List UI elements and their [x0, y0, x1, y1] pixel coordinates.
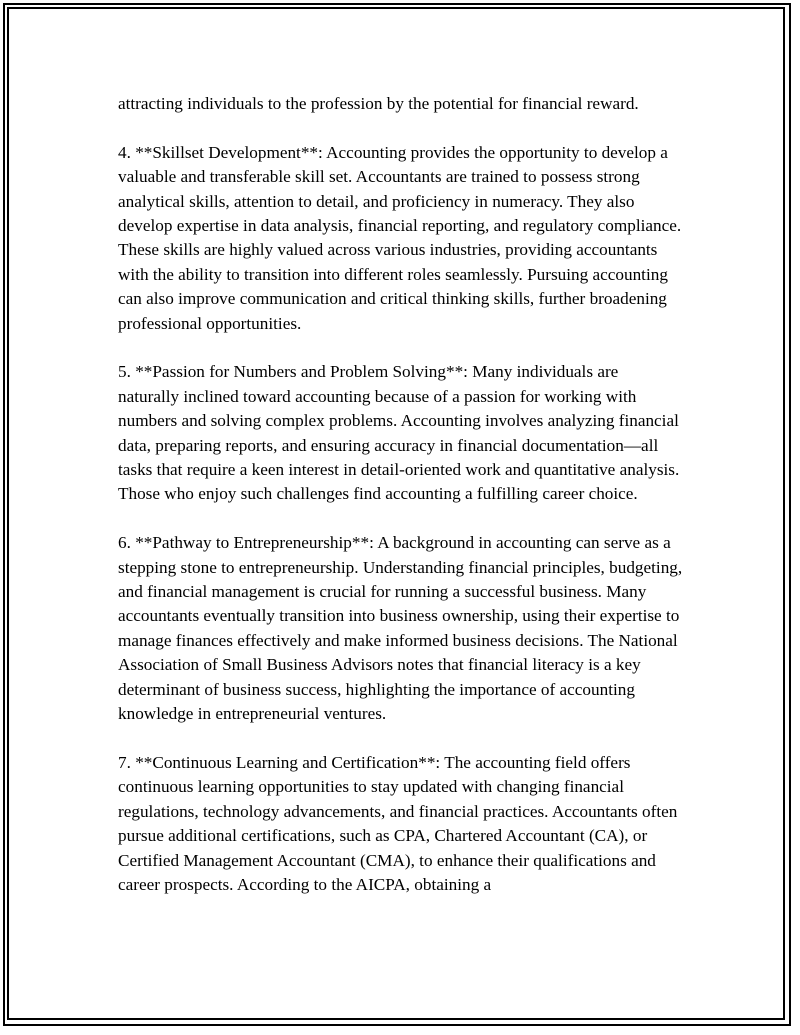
- paragraph-skillset-development: 4. **Skillset Development**: Accounting provides the opportunity to develop a valuable and transferable skill set. Accountants are trained to possess strong analytical skills, attention to detail, and proficiency in numeracy. They also develop expertise in data analysis, financial reporting, and regulatory compliance. These skills are highly valued across various industries, providing accountants with the ability to transition into different roles seamlessly. Pursuing accounting can also improve communication and critical thinking skills, further broadening professional opportunities.: [118, 142, 682, 333]
- paragraph-continuation: attracting individuals to the profession by the potential for financial reward.: [118, 94, 639, 113]
- document-body: [118, 92, 683, 922]
- paragraph-passion-for-numbers: 5. **Passion for Numbers and Problem Solving**: Many individuals are naturally inclined toward accounting because of a passion for working with numbers and solving complex problems. Accounting involves analyzing financial data, preparing reports, and ensuring accuracy in financial documentation—all tasks that require a keen interest in detail-oriented work and quantitative analysis. Those who enjoy such challenges find accounting a fulfilling career choice.: [118, 362, 680, 504]
- paragraph-continuous-learning: 7. **Continuous Learning and Certification**: The accounting field offers continuous learning opportunities to stay updated with changing financial regulations, technology advancements, and financial practices. Accountants often pursue additional certifications, such as CPA, Chartered Accountant (CA), or Certified Management Accountant (CMA), to enhance their qualifications and career prospects. According to the AICPA, obtaining a: [118, 752, 678, 894]
- paragraph-pathway-to-entrepreneurship: 6. **Pathway to Entrepreneurship**: A background in accounting can serve as a stepping stone to entrepreneurship. Understanding financial principles, budgeting, and financial management is crucial for running a successful business. Many accountants eventually transition into business ownership, using their expertise to manage finances effectively and make informed business decisions. The National Association of Small Business Advisors notes that financial literacy is a key determinant of business success, highlighting the importance of accounting knowledge in entrepreneurial ventures.: [118, 533, 683, 724]
